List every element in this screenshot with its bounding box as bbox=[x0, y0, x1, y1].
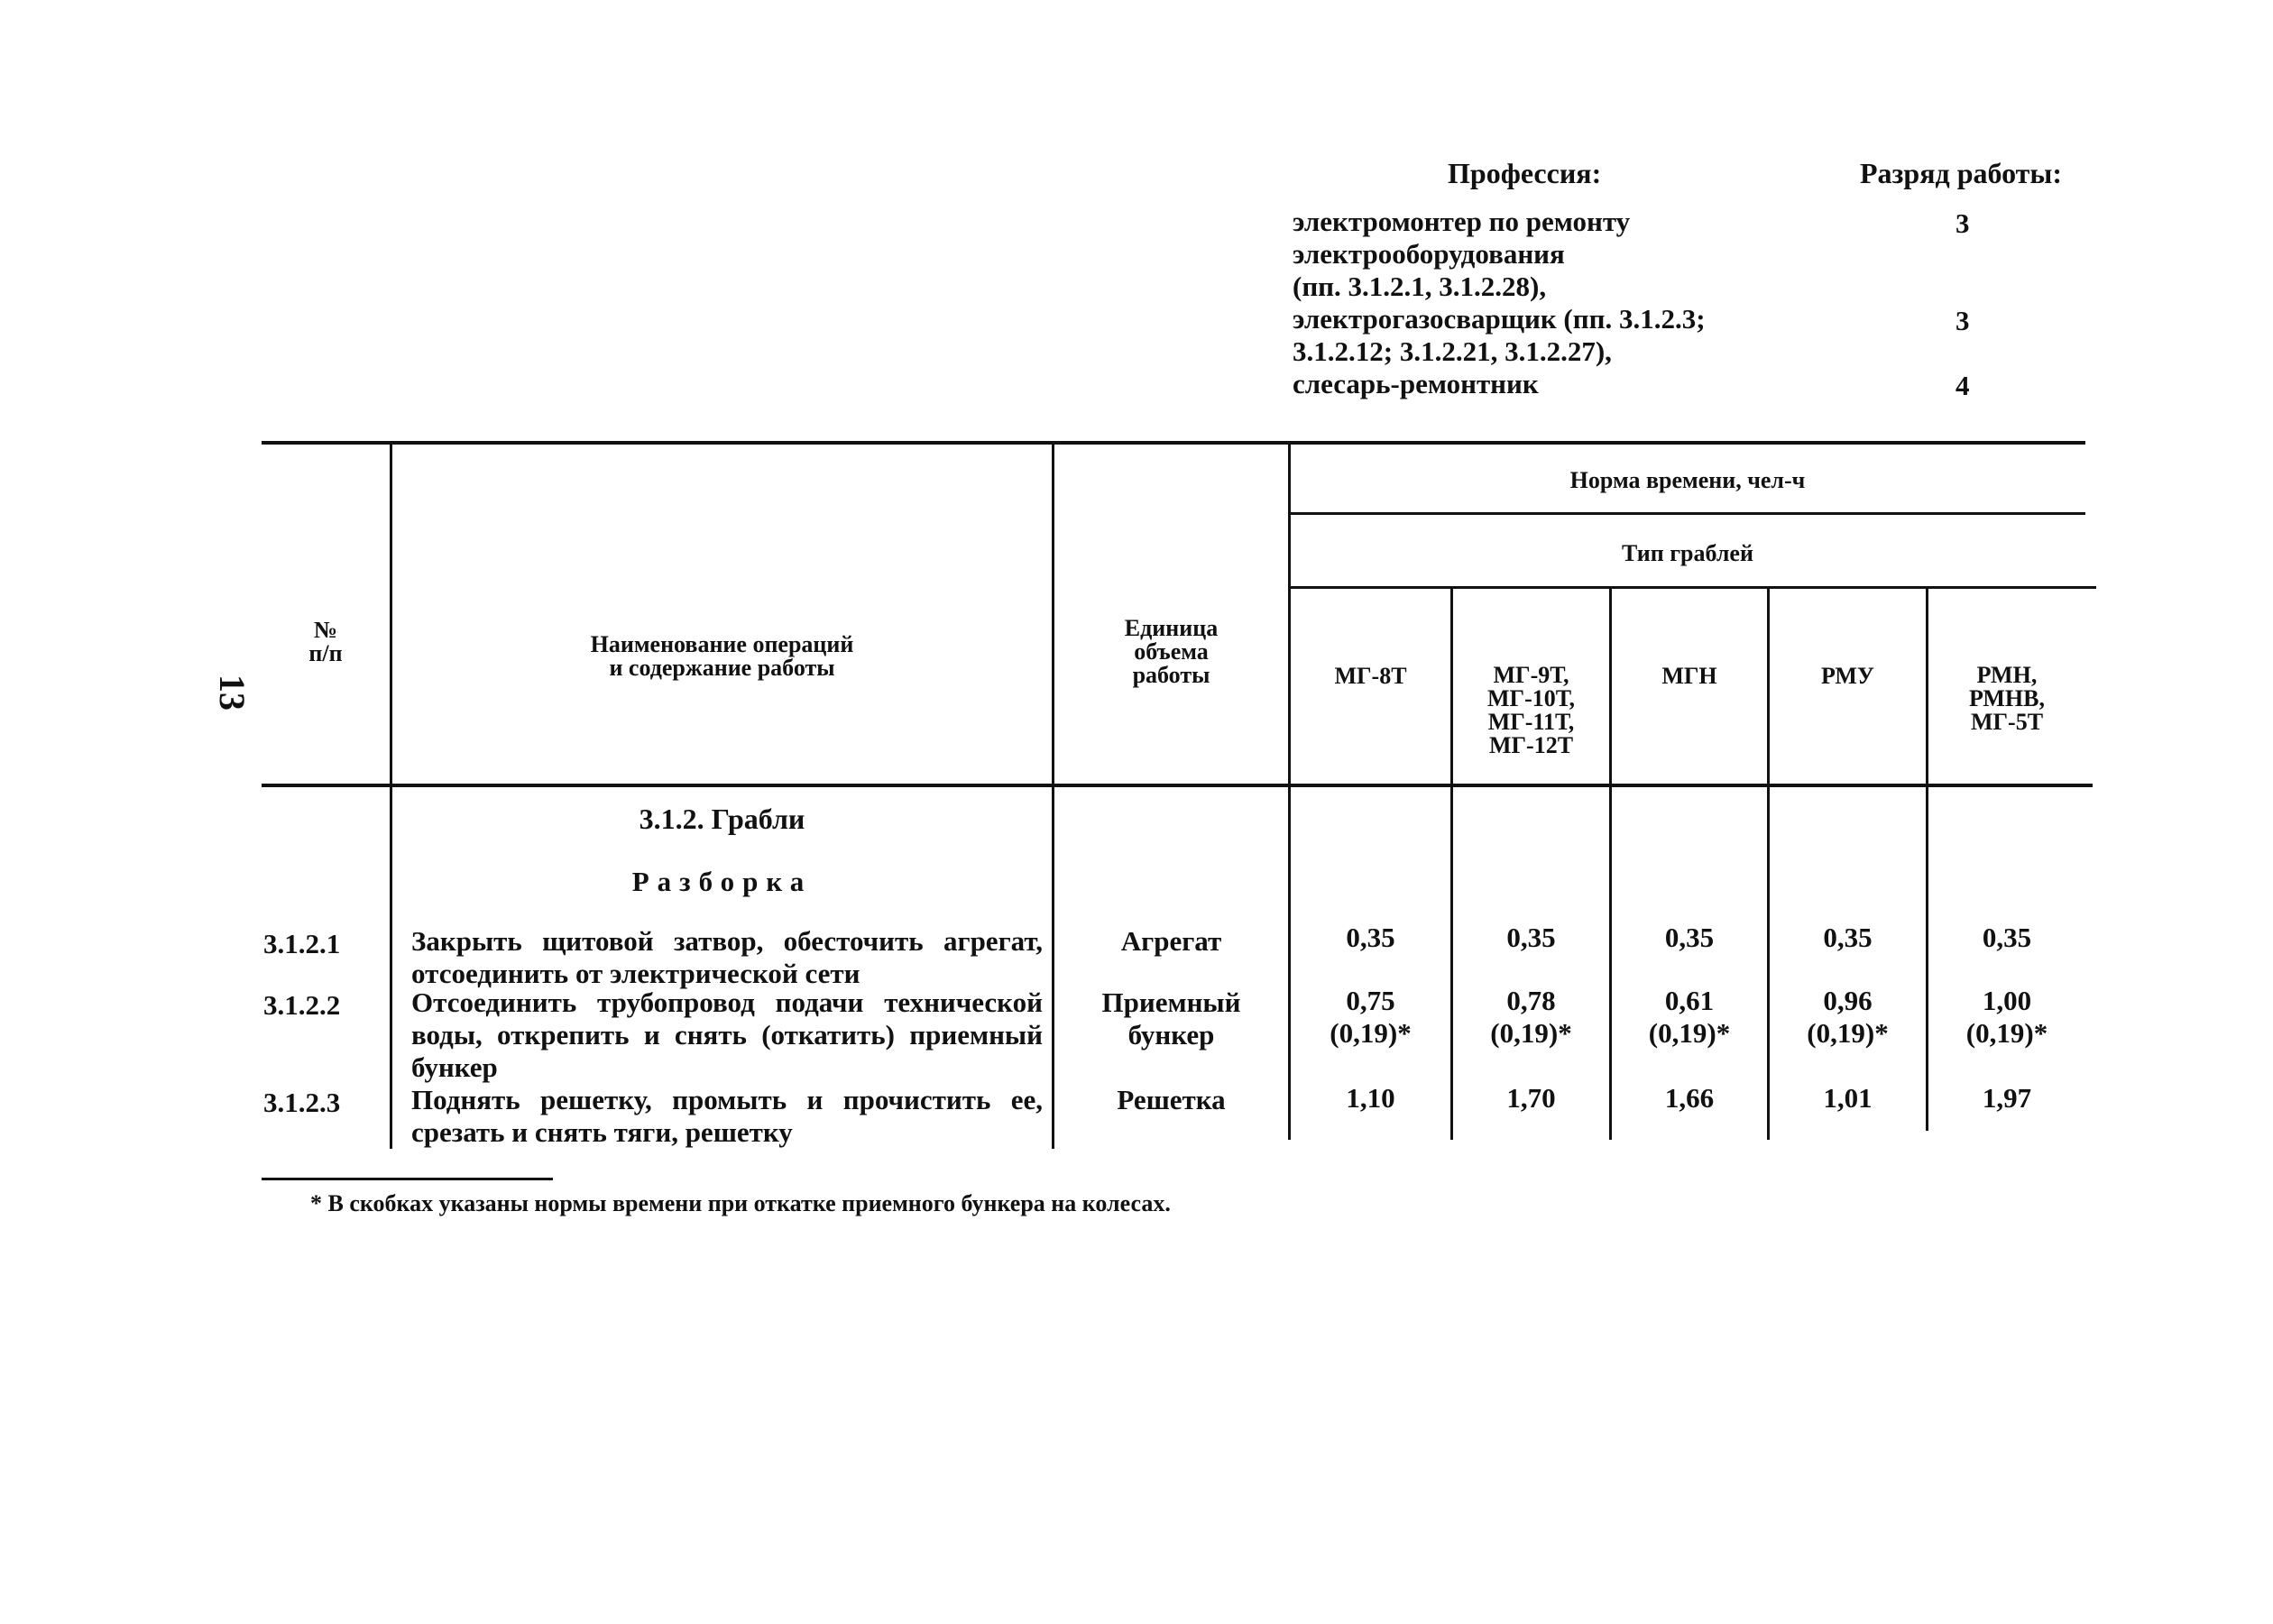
footnote: * В скобках указаны нормы времени при откатке приемного бункера на колесах. bbox=[310, 1190, 1171, 1216]
row-number: 3.1.2.2 bbox=[263, 989, 341, 1021]
value-cell: 0,35 bbox=[1506, 922, 1556, 953]
profession-electrician: электромонтер по ремонту электрооборудования (пп. 3.1.2.1, 3.1.2.28), bbox=[1293, 206, 1631, 302]
value-cell: 0,35 bbox=[1823, 922, 1873, 953]
value-cell: 0,35 bbox=[1346, 922, 1395, 953]
header-bottom-rule bbox=[262, 784, 2093, 787]
subsection-title: Разборка bbox=[631, 866, 813, 897]
norm-time-header: Норма времени, чел-ч bbox=[1569, 467, 1806, 493]
row-unit: Агрегат bbox=[1120, 925, 1222, 957]
grade-fitter: 4 bbox=[1956, 370, 1970, 401]
type-header-rmu: РМУ bbox=[1820, 663, 1874, 689]
rake-type-header: Тип граблей bbox=[1622, 540, 1753, 566]
row-number: 3.1.2.1 bbox=[263, 928, 341, 959]
row-unit: Решетка bbox=[1117, 1084, 1226, 1115]
value-cell: 0,35 bbox=[1664, 922, 1715, 953]
type-header-mgn: МГН bbox=[1661, 663, 1717, 689]
value-cell: 1,66 bbox=[1664, 1082, 1715, 1114]
footnote-rule bbox=[262, 1178, 553, 1180]
profession-label: Профессия: bbox=[1448, 157, 1602, 189]
col-header-unit: Единица объема работы bbox=[1124, 615, 1219, 688]
value-cell: 1,70 bbox=[1506, 1082, 1556, 1114]
profession-welder: электрогазосварщик (пп. 3.1.2.3; 3.1.2.12; 3.1.2.21, 3.1.2.27), bbox=[1293, 303, 1706, 367]
value-cell: 0,61 (0,19)* bbox=[1648, 985, 1731, 1049]
value-cell: 0,78 (0,19)* bbox=[1490, 985, 1572, 1049]
row-number: 3.1.2.3 bbox=[263, 1087, 341, 1118]
value-cell: 1,01 bbox=[1823, 1082, 1873, 1114]
col-header-operation: Наименование операций и содержание работы bbox=[590, 631, 854, 681]
section-title: 3.1.2. Грабли bbox=[639, 803, 805, 835]
type-header-mg9t-12t: МГ-9Т, МГ-10Т, МГ-11Т, МГ-12Т bbox=[1487, 662, 1575, 758]
grade-electrician: 3 bbox=[1956, 207, 1970, 239]
type-header-mg8t: МГ-8Т bbox=[1334, 663, 1407, 689]
grade-welder: 3 bbox=[1956, 305, 1970, 336]
table-top-rule bbox=[262, 441, 2085, 445]
col-header-num: № п/п bbox=[308, 617, 343, 666]
row-operation: Закрыть щитовой затвор, обесточить агрегат, отсоединить от электрической сети bbox=[411, 925, 1043, 989]
row-operation: Отсоединить трубопровод подачи технической воды, открепить и снять (откатить) приемный бункер bbox=[411, 986, 1043, 1083]
row-operation: Поднять решетку, промыть и прочистить ее, срезать и снять тяги, решетку bbox=[411, 1084, 1043, 1148]
page-number: 13 bbox=[212, 674, 253, 711]
value-cell: 0,96 (0,19)* bbox=[1807, 985, 1889, 1049]
value-cell: 1,00 (0,19)* bbox=[1965, 985, 2048, 1049]
grade-label: Разряд работы: bbox=[1860, 157, 2063, 189]
value-cell: 1,97 bbox=[1982, 1082, 2032, 1114]
value-cell: 0,35 bbox=[1982, 922, 2032, 953]
col-divider-1 bbox=[390, 443, 392, 1149]
type-header-rmn: РМН, РМНВ, МГ-5Т bbox=[1969, 662, 2045, 735]
value-cell: 0,75 (0,19)* bbox=[1330, 985, 1412, 1049]
value-cell: 1,10 bbox=[1346, 1082, 1395, 1114]
profession-fitter: слесарь-ремонтник bbox=[1293, 368, 1539, 399]
row-unit: Приемный бункер bbox=[1101, 986, 1241, 1051]
norm-header-rule bbox=[1288, 512, 2085, 515]
type-header-rule bbox=[1288, 586, 2096, 589]
